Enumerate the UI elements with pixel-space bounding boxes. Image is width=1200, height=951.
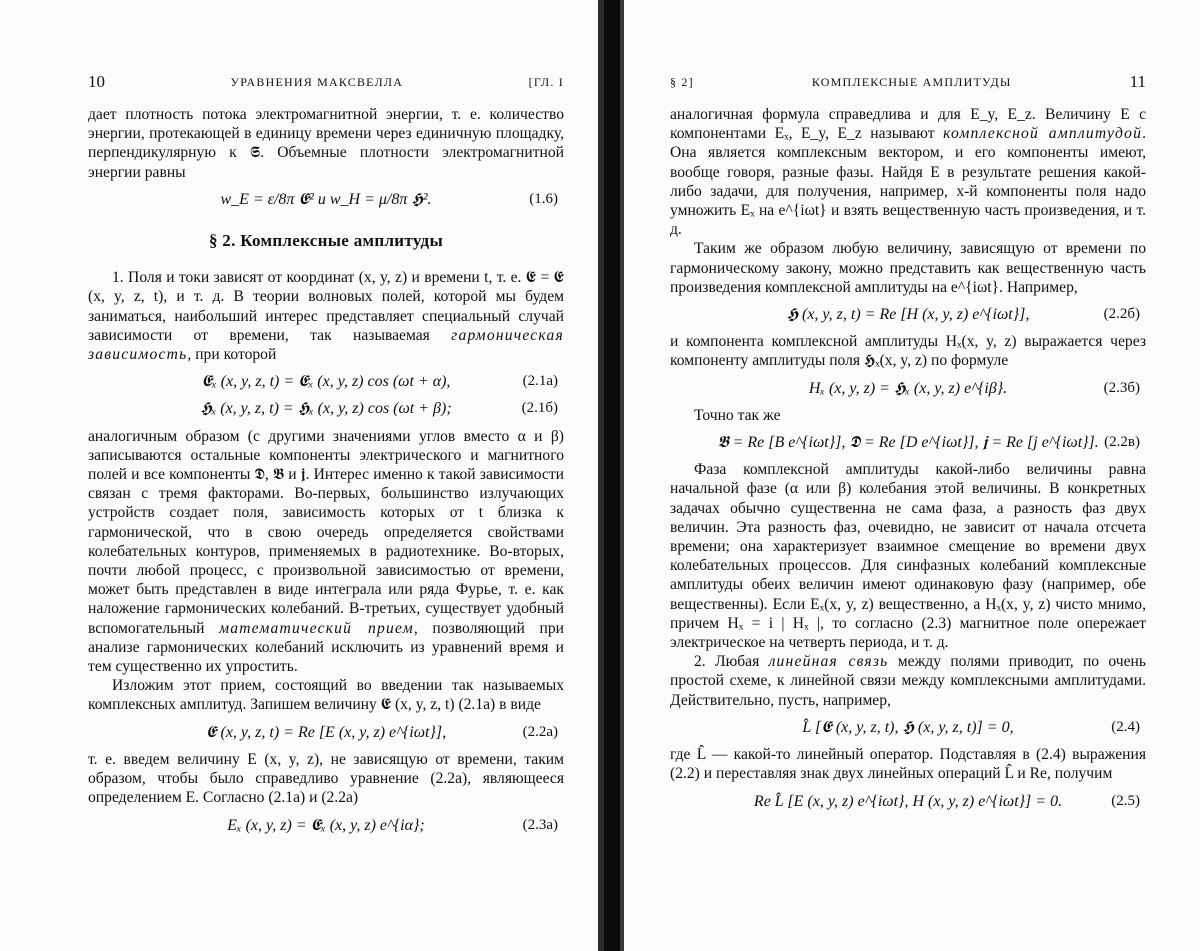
equation-expression: 𝕰 (x, y, z, t) = Re [E (x, y, z) e^{iωt}],: [205, 723, 447, 741]
right-paragraph-6: [670, 652, 1146, 710]
equation-expression: 𝕳ₓ (x, y, z, t) = 𝕳ₓ (x, y, z) cos (ωt + β);: [200, 400, 452, 418]
equation-2-2a: [88, 723, 564, 742]
right-page-body: [670, 105, 1146, 819]
left-page-body: [88, 105, 564, 843]
equation-2-4: [670, 718, 1146, 737]
right-paragraph-5: Фаза комплексной амплитуды какой-либо величины равна начальной фазе (α или β) колебания этой величины. В конкретных задачах обычно существенна не сама фаза, а разность фаз двух величин. Эта разность фаз, очевидно, не зависит от начала отсчета времени; она характеризует взаимное смещение во времени двух колебательных процессов. Для синфазных колебаний комплексные амплитуды обеих величин имеют одинаковую фазу (например, обе вещественны). Если Eₓ(x, y, z) вещественно, а Hₓ(x, y, z) чисто мнимо, причем Hₓ = i | Hₓ |, то согласно (2.3) магнитное поле опережает электрическое на четверть периода, и т. д.: [670, 461, 1146, 652]
paragraph-text: между полями приводит, по очень простой схеме, к линейной связи между комплексными амплитудами. Действительно, пусть, например,: [670, 653, 1146, 709]
paragraph-text: , при которой: [187, 346, 277, 364]
equation-expression: 𝕰ₓ (x, y, z, t) = 𝕰ₓ (x, y, z) cos (ωt + α),: [201, 373, 451, 391]
equation-number: (2.2б): [1103, 306, 1140, 323]
left-page: [0, 0, 598, 951]
left-paragraph-3: [88, 427, 564, 677]
equation-number: (2.1б): [521, 400, 558, 417]
equation-number: (2.3а): [522, 816, 558, 833]
right-paragraph-4: Точно так же: [694, 406, 781, 424]
paragraph-text: аналогичная формула справедлива и для E_y, E_z. Величину E с компонентами Eₓ, E_y, E_z называют: [670, 106, 1146, 143]
equation-2-2v: [670, 433, 1146, 452]
equation-expression: L̂ [𝕰 (x, y, z, t), 𝕳 (x, y, z, t)] = 0,: [802, 718, 1014, 736]
emphasized-term: линейная связь: [768, 653, 889, 671]
equation-expression: w_E = ε/8π 𝕰² и w_H = μ/8π 𝕳².: [220, 190, 432, 208]
emphasized-term: математический прием: [219, 619, 414, 637]
equation-number: (2.5): [1111, 792, 1140, 809]
equation-expression: Re L̂ [E (x, y, z) e^{iωt}, H (x, y, z) e^{iωt}] = 0.: [753, 792, 1063, 810]
paragraph-text: аналогичным образом (с другими значениями углов вместо α и β) записываются остальные компоненты электрического и магнитного полей и все компоненты 𝕯, 𝕭 и 𝖏. Интерес именно к такой зависимости связан с тремя факторами. Во-первых, большинство излучающих устройств создает поля, зависимость которых от t близка к гармонической, что в свою очередь определяется свойствами колебательных контуров, применяемых в радиотехнике. Во-вторых, почти любой процесс, с произвольной зависимостью от времени, может быть представлен в виде интеграла или ряда Фурье, т. е. как наложение гармонических колебаний. В-третьих, существует удобный вспомогательный: [88, 427, 564, 637]
equation-2-3b: [670, 379, 1146, 398]
section-heading: § 2. Комплексные амплитуды: [208, 231, 444, 251]
equation-number: (2.1а): [522, 373, 558, 390]
equation-2-1b: [88, 399, 564, 418]
left-paragraph-4: Изложим этот прием, состоящий во введении так называемых комплексных амплитуд. Запишем величину 𝕰 (x, y, z, t) (2.1а) в виде: [88, 677, 564, 714]
equation-expression: Hₓ (x, y, z) = 𝕳ₓ (x, y, z) e^{iβ}.: [808, 379, 1008, 397]
book-gutter: [598, 0, 624, 951]
right-section-marker: § 2]: [670, 74, 694, 89]
equation-number: (2.2а): [522, 723, 558, 740]
right-running-title: КОМПЛЕКСНЫЕ АМПЛИТУДЫ: [811, 74, 1012, 89]
equation-2-5: [670, 792, 1146, 811]
emphasized-term: гармоническая зависимость: [88, 326, 564, 364]
right-page: [624, 0, 1200, 951]
left-chapter-marker: [ГЛ. I: [528, 74, 564, 89]
right-paragraph-2: Таким же образом любую величину, зависящую от времени по гармоническому закону, можно представить как вещественную часть произведения комплексной амплитуды на e^{iωt}. Например,: [670, 240, 1146, 296]
equation-2-1a: [88, 372, 564, 391]
right-paragraph-7: где L̂ — какой-то линейный оператор. Подставляя в (2.4) выражения (2.2) и переставляя знак двух линейных операций L̂ и Re, получим: [670, 746, 1146, 783]
equation-number: (2.4): [1111, 718, 1140, 735]
right-page-number: 11: [1129, 72, 1146, 91]
left-running-header: [88, 70, 564, 94]
equation-number: (2.2в): [1104, 434, 1140, 451]
equation-2-2b: [670, 305, 1146, 324]
equation-expression: 𝕭 = Re [B e^{iωt}], 𝕯 = Re [D e^{iωt}], 𝖏 = Re [j e^{iωt}].: [717, 434, 1099, 452]
left-paragraph-2: [88, 268, 564, 364]
left-paragraph-1: дает плотность потока электромагнитной энергии, т. е. количество энергии, протекающей в единицу времени через единичную площадку, перпендикулярную к 𝕾. Объемные плотности электромагнитной энергии равны: [88, 106, 564, 181]
paragraph-text: 1. Поля и токи зависят от координат (x, y, z) и времени t, т. е. 𝕰 = 𝕰 (x, y, z, t), и т. д. В теории волновых полей, которой мы будем заниматься, наибольший интерес представляет специальный случай зависимости от времени, так называемая: [88, 269, 564, 344]
left-page-number: 10: [88, 72, 105, 91]
right-running-header: [670, 70, 1146, 94]
equation-1-6: [88, 190, 564, 209]
equation-2-3a: [88, 816, 564, 835]
paragraph-text: 2. Любая: [694, 653, 760, 671]
emphasized-term: комплексной амплитудой: [943, 125, 1143, 143]
right-paragraph-3: и компонента комплексной амплитуды Hₓ(x, y, z) выражается через компоненту амплитуды поля 𝕳ₓ(x, y, z) по формуле: [670, 333, 1146, 370]
equation-number: (1.6): [529, 190, 558, 207]
left-running-title: УРАВНЕНИЯ МАКСВЕЛЛА: [230, 74, 404, 89]
paragraph-text: . Она является комплексным вектором, и его компоненты имеют, вообще говоря, разные фазы. Найдя E в результате решения какой-либо задачи, для получения, например, x-й компоненты поля надо умножить Eₓ на e^{iωt} и взять вещественную часть произведения, и т. д.: [670, 125, 1147, 239]
equation-expression: 𝕳 (x, y, z, t) = Re [H (x, y, z) e^{iωt}],: [786, 306, 1030, 324]
equation-expression: Eₓ (x, y, z) = 𝕰ₓ (x, y, z) e^{iα};: [227, 816, 425, 834]
left-paragraph-5: т. е. введем величину E (x, y, z), не зависящую от времени, таким образом, чтобы было справедливо уравнение (2.2а), являющееся определением E. Согласно (2.1а) и (2.2а): [88, 750, 564, 807]
gutter-shadow-left: [598, 0, 604, 951]
right-paragraph-1: [670, 105, 1146, 239]
paragraph-text: , позволяющий при анализе гармонических колебаний исключить из уравнений время и тем существенно их упростить.: [88, 619, 564, 676]
equation-number: (2.3б): [1103, 379, 1140, 396]
